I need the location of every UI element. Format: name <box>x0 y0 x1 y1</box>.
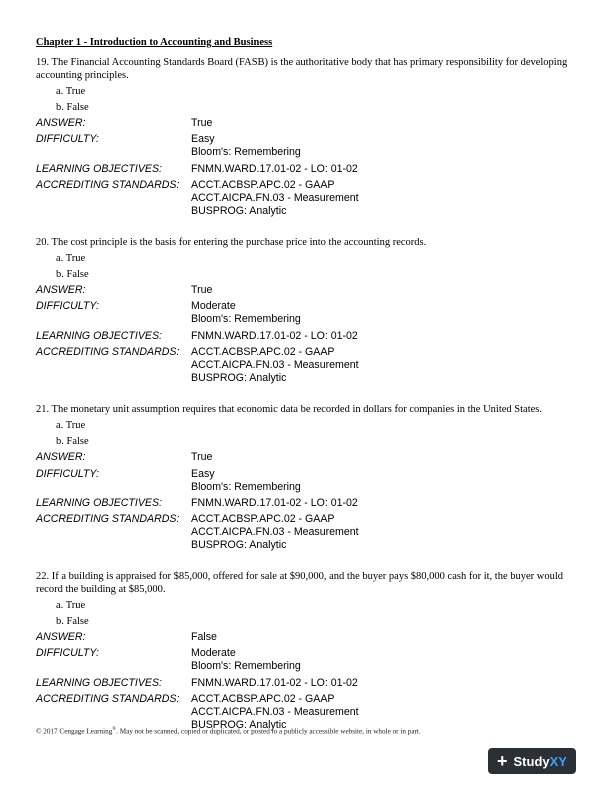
learning-objectives-label: LEARNING OBJECTIVES: <box>36 496 162 509</box>
answer-label: ANSWER: <box>36 631 86 644</box>
difficulty-label: DIFFICULTY: <box>36 300 99 313</box>
copyright-footer <box>36 727 421 735</box>
option-a: a. True <box>56 599 86 611</box>
blooms-level: Bloom's: Remembering <box>191 146 301 159</box>
standard-gaap: ACCT.ACBSP.APC.02 - GAAP <box>191 512 335 525</box>
learning-objectives-value: FNMN.WARD.17.01-02 - LO: 01-02 <box>191 676 358 689</box>
difficulty-label: DIFFICULTY: <box>36 133 99 146</box>
option-a: a. True <box>56 85 86 97</box>
question-text: 20. The cost principle is the basis for entering the purchase price into the accounting records. <box>36 236 427 248</box>
accrediting-standards-label: ACCREDITING STANDARDS: <box>36 178 180 191</box>
plus-icon: + <box>497 751 508 771</box>
learning-objectives-row <box>36 330 584 343</box>
standard-busprog: BUSPROG: Analytic <box>191 204 287 217</box>
blooms-level: Bloom's: Remembering <box>191 313 301 326</box>
answer-row <box>36 284 584 297</box>
chapter-title: Chapter 1 - Introduction to Accounting and Business <box>36 37 273 48</box>
accrediting-standards-row <box>36 513 584 552</box>
standard-gaap: ACCT.ACBSP.APC.02 - GAAP <box>191 178 335 191</box>
learning-objectives-label: LEARNING OBJECTIVES: <box>36 676 162 689</box>
standard-gaap: ACCT.ACBSP.APC.02 - GAAP <box>191 692 335 705</box>
answer-label: ANSWER: <box>36 284 86 297</box>
accrediting-standards-row <box>36 693 584 732</box>
standard-measurement: ACCT.AICPA.FN.03 - Measurement <box>191 358 359 371</box>
standard-gaap: ACCT.ACBSP.APC.02 - GAAP <box>191 345 335 358</box>
copyright-notice: . May not be scanned, copied or duplicated, or posted to a publicly accessible website, in whole or in part. <box>116 727 421 736</box>
answer-value: True <box>191 451 213 464</box>
option-a: a. True <box>56 419 86 431</box>
answer-row <box>36 631 584 644</box>
option-b: b. False <box>56 268 89 280</box>
difficulty-level: Easy <box>191 133 215 146</box>
question-text: 21. The monetary unit assumption requires that economic data be recorded in dollars for companies in the United States. <box>36 403 542 415</box>
answer-value: True <box>191 284 213 297</box>
difficulty-row <box>36 468 584 494</box>
answer-label: ANSWER: <box>36 451 86 464</box>
learning-objectives-value: FNMN.WARD.17.01-02 - LO: 01-02 <box>191 329 358 342</box>
standard-measurement: ACCT.AICPA.FN.03 - Measurement <box>191 705 359 718</box>
answer-value: True <box>191 117 213 130</box>
difficulty-label: DIFFICULTY: <box>36 647 99 660</box>
accrediting-standards-label: ACCREDITING STANDARDS: <box>36 692 180 705</box>
question-text: 22. If a building is appraised for $85,000, offered for sale at $90,000, and the buyer pays $80,000 cash for it, the buyer would record the building at $85,000. <box>36 570 564 595</box>
difficulty-level: Moderate <box>191 647 236 660</box>
option-b: b. False <box>56 101 89 113</box>
question-text: 19. The Financial Accounting Standards Board (FASB) is the authoritative body that has primary responsibility for developing accounting principles. <box>36 57 568 81</box>
option-b: b. False <box>56 615 89 627</box>
blooms-level: Bloom's: Remembering <box>191 480 301 493</box>
standard-measurement: ACCT.AICPA.FN.03 - Measurement <box>191 191 359 204</box>
difficulty-row <box>36 133 584 159</box>
answer-row <box>36 117 584 130</box>
difficulty-row <box>36 647 584 673</box>
question-meta <box>36 451 584 552</box>
accrediting-standards-row <box>36 179 584 218</box>
standard-busprog: BUSPROG: Analytic <box>191 718 287 731</box>
question-list <box>36 57 584 751</box>
question-21 <box>36 404 584 552</box>
question-meta <box>36 631 584 732</box>
accrediting-standards-label: ACCREDITING STANDARDS: <box>36 512 180 525</box>
copyright-text: © 2017 Cengage Learning <box>36 727 113 736</box>
difficulty-level: Easy <box>191 467 215 480</box>
brand-suffix: XY <box>549 753 567 769</box>
question-meta <box>36 284 584 385</box>
difficulty-row <box>36 300 584 326</box>
standard-busprog: BUSPROG: Analytic <box>191 538 287 551</box>
option-b: b. False <box>56 435 89 447</box>
accrediting-standards-row <box>36 346 584 385</box>
learning-objectives-label: LEARNING OBJECTIVES: <box>36 329 162 342</box>
question-22 <box>36 571 584 732</box>
answer-label: ANSWER: <box>36 117 86 130</box>
answer-value: False <box>191 631 217 644</box>
difficulty-level: Moderate <box>191 300 236 313</box>
accrediting-standards-label: ACCREDITING STANDARDS: <box>36 345 180 358</box>
question-20 <box>36 237 584 385</box>
learning-objectives-label: LEARNING OBJECTIVES: <box>36 162 162 175</box>
question-19 <box>36 57 584 218</box>
option-a: a. True <box>56 252 86 264</box>
learning-objectives-value: FNMN.WARD.17.01-02 - LO: 01-02 <box>191 162 358 175</box>
answer-row <box>36 451 584 464</box>
standard-measurement: ACCT.AICPA.FN.03 - Measurement <box>191 525 359 538</box>
standard-busprog: BUSPROG: Analytic <box>191 371 287 384</box>
brand-prefix: Study <box>513 753 550 769</box>
difficulty-label: DIFFICULTY: <box>36 467 99 480</box>
question-meta <box>36 117 584 218</box>
learning-objectives-row <box>36 677 584 690</box>
studyxy-badge[interactable] <box>488 748 576 774</box>
registered-mark: ® <box>112 727 117 732</box>
learning-objectives-value: FNMN.WARD.17.01-02 - LO: 01-02 <box>191 496 358 509</box>
learning-objectives-row <box>36 163 584 176</box>
learning-objectives-row <box>36 497 584 510</box>
blooms-level: Bloom's: Remembering <box>191 660 301 673</box>
